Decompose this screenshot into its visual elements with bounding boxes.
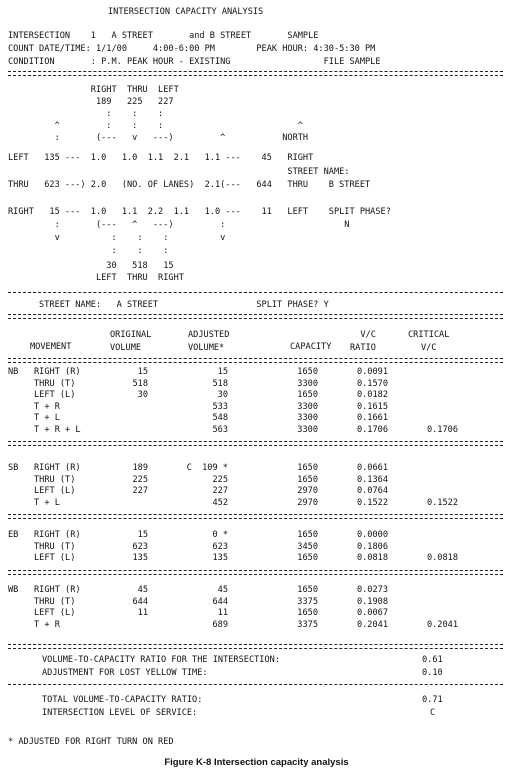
vc-ratio-cell: 0.0661	[356, 463, 388, 473]
diagram-line: : : :	[8, 246, 169, 256]
movement-cell: LEFT (L)	[34, 553, 76, 563]
original-volume-cell: 135	[132, 553, 148, 563]
diagram-line: ^ : : : ^	[8, 121, 303, 131]
capacity-cell: 1650	[297, 530, 318, 540]
adjusted-volume-cell: 452	[212, 497, 228, 508]
critical-vc-cell: 0.0818	[426, 553, 458, 563]
capacity-cell: 3375	[297, 596, 318, 607]
movement-cell: T + R	[34, 401, 60, 412]
movement-cell: RIGHT (R)	[34, 585, 81, 595]
original-volume-cell: 225	[132, 474, 148, 485]
diagram-line: : (--- ^ ---) : N	[8, 220, 350, 230]
group-separator	[8, 514, 503, 519]
vc-ratio-cell: 0.1364	[356, 474, 388, 485]
capacity-cell: 1650	[297, 585, 318, 595]
capacity-cell: 2970	[297, 486, 318, 496]
adjusted-volume-cell: 30	[217, 390, 228, 400]
col-vc-header: V/C RATIO	[350, 330, 376, 354]
adjusted-volume-cell: 45	[217, 585, 228, 595]
summary-top-rule	[8, 644, 503, 649]
adjusted-volume-cell: 11	[217, 608, 228, 618]
vc-ratio-cell: 0.0182	[356, 390, 388, 400]
movement-cell: RIGHT (R)	[34, 367, 81, 377]
movement-cell: THRU (T)	[34, 541, 76, 552]
direction-label: WB	[8, 585, 19, 595]
capacity-cell: 1650	[297, 367, 318, 377]
count-date-line: COUNT DATE/TIME: 1/1/00 4:00-6:00 PM PEAK HOUR: 4:30-5:30 PM	[8, 44, 376, 54]
original-volume-cell: 30	[137, 390, 148, 400]
vc-ratio-cell: 0.2041	[356, 619, 388, 630]
intersection-line: INTERSECTION 1 A STREET and B STREET SAMPLE	[8, 31, 319, 41]
vc-ratio-cell: 0.1615	[356, 401, 388, 412]
adjusted-volume-cell: 533	[212, 401, 228, 412]
total-vc-value: 0.71	[422, 695, 443, 705]
capacity-cell: 3300	[297, 401, 318, 412]
vc-ratio-cell: 0.0818	[356, 553, 388, 563]
col-capacity-header: CAPACITY	[290, 342, 332, 352]
footnote: * ADJUSTED FOR RIGHT TURN ON RED	[8, 737, 174, 747]
capacity-cell: 3375	[297, 619, 318, 630]
movement-cell: LEFT (L)	[34, 390, 76, 400]
original-volume-cell: 644	[132, 596, 148, 607]
summary-divider	[8, 684, 503, 685]
capacity-cell: 1650	[297, 608, 318, 618]
vc-ratio-cell: 0.1661	[356, 413, 388, 423]
diagram-line: RIGHT 15 --- 1.0 1.1 2.2 1.1 1.0 --- 11 LEFT SPLIT PHASE?	[8, 207, 391, 217]
diagram-line: LEFT THRU RIGHT	[8, 273, 184, 283]
vc-ratio-cell: 0.1908	[356, 596, 388, 607]
group-separator	[8, 570, 503, 575]
diagram-line: v : : : v	[8, 233, 226, 243]
vc-ratio-cell: 0.1522	[356, 497, 388, 508]
capacity-cell: 2970	[297, 497, 318, 508]
vc-ratio-cell: 0.0091	[356, 367, 388, 377]
original-volume-cell: 189	[132, 463, 148, 473]
los-label: INTERSECTION LEVEL OF SERVICE:	[42, 708, 198, 718]
street-name-line: STREET NAME: A STREET SPLIT PHASE? Y	[8, 300, 329, 310]
original-volume-cell: 15	[137, 530, 148, 540]
capacity-cell: 3450	[297, 541, 318, 552]
report-title: INTERSECTION CAPACITY ANALYSIS	[108, 7, 264, 17]
col-movement-header: MOVEMENT	[30, 342, 72, 352]
adjusted-volume-cell: 227	[212, 486, 228, 496]
diagram-line: : (--- v ---) ^ NORTH	[8, 133, 309, 143]
capacity-cell: 3300	[297, 378, 318, 389]
vc-ratio-cell: 0.0273	[356, 585, 388, 595]
adjusted-volume-cell: 225	[212, 474, 228, 485]
movement-cell: T + L	[34, 497, 60, 508]
vc-ratio-cell: 0.1806	[356, 541, 388, 552]
yellow-time-label: ADJUSTMENT FOR LOST YELLOW TIME:	[42, 668, 208, 678]
adjusted-volume-cell: 563	[212, 424, 228, 435]
diagram-line: THRU 623 ---) 2.0 (NO. OF LANES) 2.1(--- 644 THRU B STREET	[8, 180, 371, 190]
divider	[8, 292, 503, 293]
yellow-time-value: 0.10	[422, 668, 443, 678]
vc-ratio-cell: 0.1706	[356, 424, 388, 435]
movement-cell: THRU (T)	[34, 596, 76, 607]
group-separator	[8, 441, 503, 446]
movement-cell: RIGHT (R)	[34, 530, 81, 540]
vc-ratio-cell: 0.1570	[356, 378, 388, 389]
total-vc-label: TOTAL VOLUME-TO-CAPACITY RATIO:	[42, 695, 203, 705]
movement-cell: THRU (T)	[34, 474, 76, 485]
capacity-cell: 1650	[297, 463, 318, 473]
movement-cell: THRU (T)	[34, 378, 76, 389]
capacity-cell: 1650	[297, 553, 318, 563]
adjusted-volume-cell: 15	[217, 367, 228, 377]
diagram-line: LEFT 135 --- 1.0 1.0 1.1 2.1 1.1 --- 45 RIGHT	[8, 153, 314, 163]
diagram-line: : : :	[8, 109, 164, 119]
los-value: C	[430, 708, 436, 718]
critical-vc-cell: 0.2041	[426, 619, 458, 630]
capacity-cell: 1650	[297, 474, 318, 485]
diagram-line: 189 225 227	[8, 97, 174, 107]
movement-cell: LEFT (L)	[34, 486, 76, 496]
critical-vc-cell: 0.1522	[426, 497, 458, 508]
movement-cell: T + L	[34, 413, 60, 423]
vc-ratio-value: 0.61	[422, 655, 443, 665]
original-volume-cell: 623	[132, 541, 148, 552]
movement-cell: T + R	[34, 619, 60, 630]
col-original-header: ORIGINAL VOLUME	[110, 330, 152, 354]
adjusted-volume-cell: 623	[212, 541, 228, 552]
adjusted-volume-cell: 0 *	[212, 530, 228, 540]
table-top-rule	[8, 314, 503, 319]
header-table-rule	[8, 358, 503, 363]
capacity-cell: 3300	[297, 424, 318, 435]
adjusted-volume-cell: C 109 *	[186, 463, 228, 473]
movement-cell: RIGHT (R)	[34, 463, 81, 473]
adjusted-volume-cell: 518	[212, 378, 228, 389]
adjusted-volume-cell: 135	[212, 553, 228, 563]
original-volume-cell: 15	[137, 367, 148, 377]
adjusted-volume-cell: 548	[212, 413, 228, 423]
vc-ratio-label: VOLUME-TO-CAPACITY RATIO FOR THE INTERSECTION:	[42, 655, 280, 665]
critical-vc-cell: 0.1706	[426, 424, 458, 435]
original-volume-cell: 11	[137, 608, 148, 618]
movement-cell: T + R + L	[34, 424, 81, 435]
vc-ratio-cell: 0.0000	[356, 530, 388, 540]
direction-label: NB	[8, 367, 19, 377]
col-adjusted-header: ADJUSTED VOLUME*	[188, 330, 230, 354]
original-volume-cell: 227	[132, 486, 148, 496]
original-volume-cell: 45	[137, 585, 148, 595]
col-critical-header: CRITICAL V/C	[408, 330, 450, 354]
diagram-line: STREET NAME:	[8, 167, 350, 177]
figure-caption: Figure K-8 Intersection capacity analysis	[164, 757, 349, 768]
diagram-line: 30 518 15	[8, 261, 174, 271]
movement-cell: LEFT (L)	[34, 608, 76, 618]
capacity-cell: 1650	[297, 390, 318, 400]
diagram-line: RIGHT THRU LEFT	[8, 85, 179, 95]
vc-ratio-cell: 0.0764	[356, 486, 388, 496]
original-volume-cell: 518	[132, 378, 148, 389]
direction-label: SB	[8, 463, 19, 473]
adjusted-volume-cell: 689	[212, 619, 228, 630]
capacity-cell: 3300	[297, 413, 318, 423]
condition-line: CONDITION : P.M. PEAK HOUR - EXISTING FILE SAMPLE	[8, 57, 381, 67]
adjusted-volume-cell: 644	[212, 596, 228, 607]
vc-ratio-cell: 0.0067	[356, 608, 388, 618]
header-rule	[8, 71, 503, 76]
direction-label: EB	[8, 530, 19, 540]
